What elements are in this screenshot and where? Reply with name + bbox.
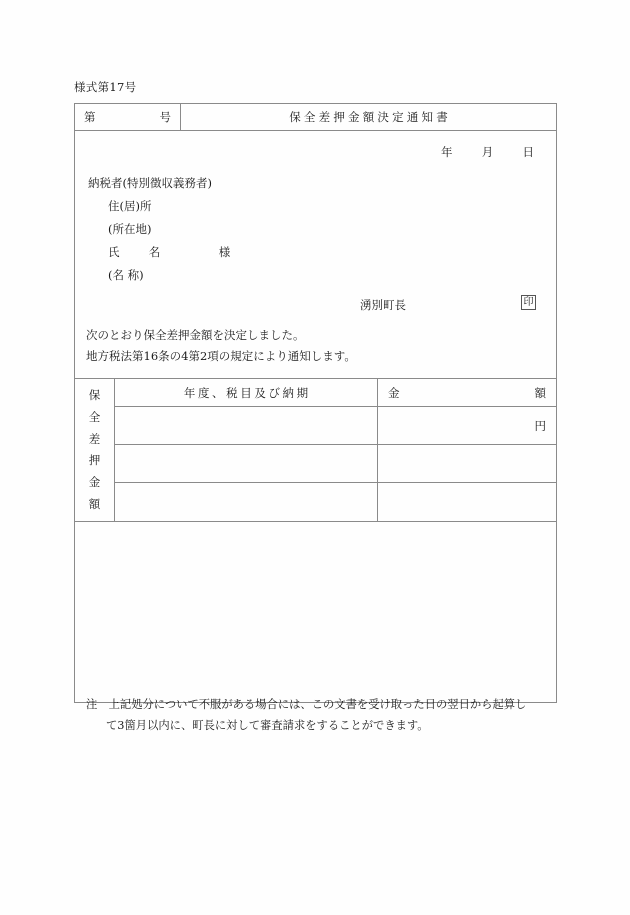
column-header-description: 年度、税目及び納期: [115, 379, 378, 406]
form-number: 様式第17号: [74, 80, 137, 94]
addressee-address-label: 住(居)所: [108, 199, 152, 213]
addressee-block: [75, 172, 556, 287]
column-header-amount-suffix: 額: [534, 385, 546, 400]
amount-table-vertical-label: [75, 379, 115, 521]
form-frame: [74, 103, 557, 703]
statement-line-1: 次のとおり保全差押金額を決定しました。: [86, 328, 305, 342]
cell-amount[interactable]: [378, 407, 556, 444]
statement-block: [75, 325, 556, 367]
document-number-suffix: 号: [159, 110, 171, 124]
cell-amount[interactable]: [378, 445, 556, 482]
vertical-label-char: 差: [88, 431, 101, 446]
document-number-cell: [75, 104, 181, 130]
vertical-label-char: 全: [88, 409, 101, 424]
vertical-label-char: 押: [88, 453, 101, 468]
cell-description[interactable]: [115, 407, 378, 444]
footnote: [86, 694, 566, 736]
issuer-name: 湧別町長: [360, 298, 406, 312]
issuer-block: [75, 295, 556, 317]
addressee-name-alt-label: (名 称): [108, 268, 144, 282]
document-number-prefix: 第: [84, 110, 96, 124]
vertical-label-char: 金: [88, 474, 101, 489]
table-row[interactable]: [115, 483, 556, 521]
statement-line-2: 地方税法第16条の4第2項の規定により通知します。: [86, 349, 356, 363]
form-body: [75, 144, 556, 702]
table-row[interactable]: [115, 445, 556, 483]
vertical-label-char: 額: [88, 496, 101, 511]
date-line: 年 月 日: [441, 145, 534, 159]
column-header-amount-prefix: 金: [388, 385, 400, 400]
cell-amount[interactable]: [378, 483, 556, 521]
addressee-taxpayer-label: 納税者(特別徴収義務者): [88, 176, 212, 190]
vertical-label-char: 保: [88, 388, 101, 403]
footnote-line-1: 注 上記処分について不服がある場合には、この文書を受け取った日の翌日から起算し: [86, 698, 527, 711]
currency-unit: 円: [534, 418, 546, 433]
table-header-row: [115, 379, 556, 407]
amount-table: [75, 378, 556, 521]
amount-table-grid: [115, 379, 556, 521]
form-header-band: [75, 104, 556, 131]
cell-description[interactable]: [115, 445, 378, 482]
column-header-amount: [378, 379, 556, 406]
document-title: 保全差押金額決定通知書: [289, 110, 451, 124]
footnote-line-2: て3箇月以内に、町長に対して審査請求をすることができます。: [106, 719, 429, 732]
addressee-name-label: 氏 名 様: [108, 245, 231, 259]
seal-stamp-box: 印: [521, 295, 536, 310]
addressee-address-alt-label: (所在地): [108, 222, 152, 236]
cell-description[interactable]: [115, 483, 378, 521]
table-row[interactable]: [115, 407, 556, 445]
remarks-blank-area[interactable]: [75, 521, 556, 702]
